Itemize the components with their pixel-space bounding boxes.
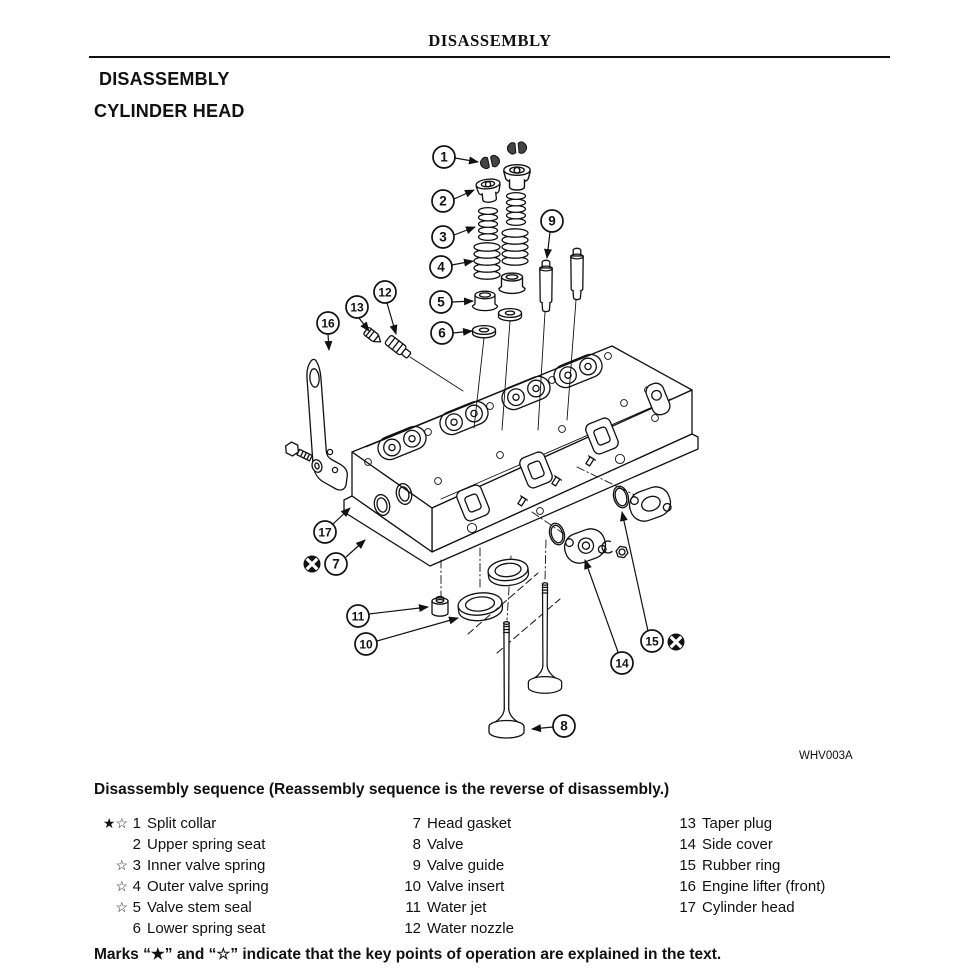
nut-part — [616, 546, 628, 557]
parts-list-column-1 — [100, 813, 269, 939]
header-rule — [89, 56, 890, 58]
parts-list-item-12 — [395, 918, 514, 939]
part-label: Upper spring seat — [147, 836, 266, 853]
callout-6 — [431, 322, 453, 344]
parts-list-item-3 — [100, 855, 269, 876]
svg-text:15: 15 — [645, 634, 659, 649]
sequence-title: Disassembly sequence (Reassembly sequence is the reverse of disassembly.) — [94, 781, 670, 798]
parts-list-item-17 — [668, 897, 825, 918]
callout-11 — [347, 605, 369, 627]
part-label: Inner valve spring — [147, 857, 266, 874]
parts-list-item-13 — [668, 813, 825, 834]
parts-list-item-10 — [395, 876, 514, 897]
key-point-mark: ☆ — [115, 899, 128, 915]
callout-10 — [355, 633, 377, 655]
lower-spring-seat-part — [473, 309, 522, 338]
part-label: Water nozzle — [427, 920, 514, 937]
engine-lifter-part — [307, 359, 347, 490]
svg-text:2: 2 — [439, 193, 447, 209]
part-label: Lower spring seat — [147, 920, 266, 937]
part-number: 6 — [132, 920, 141, 937]
callout-2 — [432, 190, 454, 212]
part-number: 10 — [404, 878, 421, 895]
svg-text:9: 9 — [548, 213, 556, 229]
callout-1 — [433, 146, 455, 168]
part-label: Valve — [427, 836, 464, 853]
part-label: Water jet — [427, 899, 487, 916]
svg-text:4: 4 — [437, 259, 445, 275]
part-label: Rubber ring — [702, 857, 781, 874]
part-number: 11 — [405, 899, 421, 916]
part-number: 16 — [679, 878, 696, 895]
valve-guide-part — [540, 248, 583, 311]
crossed-circle-symbol — [304, 556, 321, 573]
cylinder-head-body — [344, 346, 698, 566]
callout-7 — [325, 553, 347, 575]
svg-text:8: 8 — [560, 718, 568, 734]
taper-plug-part — [363, 327, 383, 345]
svg-text:13: 13 — [350, 300, 364, 315]
parts-list-item-9 — [395, 855, 514, 876]
svg-text:5: 5 — [437, 294, 445, 310]
part-number: 3 — [132, 857, 141, 874]
subsection-title: CYLINDER HEAD — [94, 101, 245, 121]
parts-list-item-6 — [100, 918, 269, 939]
callout-9 — [541, 210, 563, 232]
part-number: 13 — [679, 815, 696, 832]
callout-14 — [611, 652, 633, 674]
svg-text:11: 11 — [351, 609, 365, 624]
svg-text:16: 16 — [321, 316, 335, 331]
part-number: 5 — [132, 899, 141, 916]
callout-4 — [430, 256, 452, 278]
part-number: 14 — [679, 836, 696, 853]
part-number: 15 — [679, 857, 696, 874]
svg-text:14: 14 — [615, 656, 629, 671]
key-point-mark: ★☆ — [102, 815, 128, 831]
key-point-mark: ☆ — [115, 878, 128, 894]
part-number: 2 — [132, 836, 141, 853]
part-label: Cylinder head — [702, 899, 795, 916]
part-number: 8 — [412, 836, 421, 853]
parts-list-column-3 — [668, 813, 825, 918]
part-number: 17 — [679, 899, 696, 916]
part-label: Engine lifter (front) — [702, 878, 826, 895]
callout-12 — [374, 281, 396, 303]
parts-list-item-4 — [100, 876, 269, 897]
part-label: Taper plug — [702, 815, 773, 832]
crossed-circle-symbol — [668, 634, 685, 651]
parts-list-item-11 — [395, 897, 514, 918]
svg-text:17: 17 — [318, 525, 332, 540]
svg-text:7: 7 — [332, 556, 340, 572]
callout-17 — [314, 521, 336, 543]
svg-text:12: 12 — [378, 285, 392, 300]
part-number: 9 — [412, 857, 421, 874]
svg-text:3: 3 — [439, 229, 447, 245]
part-label: Valve insert — [427, 878, 505, 895]
bolt-part — [283, 441, 313, 464]
callout-13 — [346, 296, 368, 318]
callout-3 — [432, 226, 454, 248]
parts-list-item-1 — [100, 813, 269, 834]
svg-text:6: 6 — [438, 325, 446, 341]
sequence-note: Marks “★” and “☆” indicate that the key points of operation are explained in the text. — [94, 946, 722, 963]
parts-list-item-16 — [668, 876, 825, 897]
parts-list-item-14 — [668, 834, 825, 855]
svg-text:1: 1 — [440, 149, 448, 165]
part-number: 12 — [404, 920, 421, 937]
water-jet-part — [432, 597, 448, 617]
part-number: 7 — [412, 815, 421, 832]
part-label: Side cover — [702, 836, 773, 853]
callout-15 — [641, 630, 663, 652]
key-point-mark: ☆ — [115, 857, 128, 873]
parts-list-item-7 — [395, 813, 514, 834]
part-label: Head gasket — [427, 815, 512, 832]
running-header: DISASSEMBLY — [428, 31, 552, 50]
parts-list-item-5 — [100, 897, 269, 918]
water-nozzle-part — [384, 335, 412, 360]
section-title: DISASSEMBLY — [99, 69, 230, 89]
callout-5 — [430, 291, 452, 313]
parts-list-item-2 — [100, 834, 269, 855]
part-label: Valve guide — [427, 857, 505, 874]
part-number: 1 — [132, 815, 141, 832]
callout-8 — [553, 715, 575, 737]
parts-list-item-15 — [668, 855, 825, 876]
svg-text:10: 10 — [359, 637, 373, 652]
parts-list-column-2 — [395, 813, 514, 939]
part-label: Valve stem seal — [147, 899, 252, 916]
part-number: 4 — [132, 878, 141, 895]
part-label: Split collar — [147, 815, 217, 832]
callout-16 — [317, 312, 339, 334]
figure-code: WHV003A — [799, 750, 853, 762]
part-label: Outer valve spring — [147, 878, 269, 895]
parts-list-item-8 — [395, 834, 514, 855]
